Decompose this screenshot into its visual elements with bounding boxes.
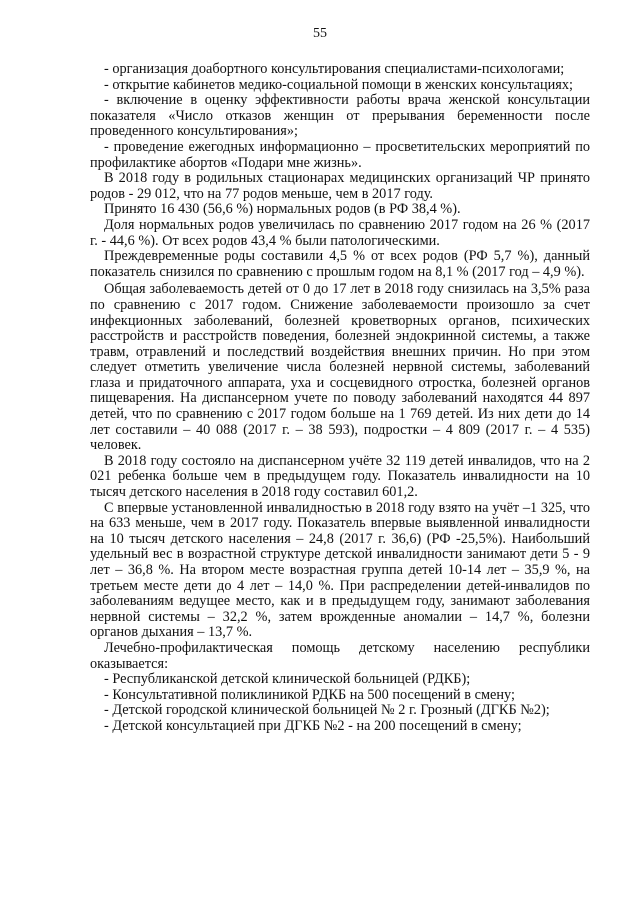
document-body — [90, 62, 590, 735]
paragraph-bullet-consultation: - Детской консультацией при ДГКБ №2 - на 200 посещений в смену; — [104, 717, 522, 734]
page-number: 55 — [313, 26, 327, 41]
paragraph-new-disability: С впервые установленной инвалидностью в 2018 году взято на учёт –1 325, что на 633 меньше, чем в 2017 году. Показатель впервые выявленной инвалидности на 10 тысяч детского населения – 24,8 (2017 г. 36,6) (РФ -25,5%). Наибольший удельный вес в возрастной структуре детской инвалидности занимают дети 5 - 9 лет – 36,8 %. На втором месте возрастная группа детей 10-14 лет – 35,9 %, на третьем месте дети до 4 лет – 14,0 %. При распределении детей-инвалидов по заболеваниям ведущее место, как и в предыдущем году, занимают заболевания нервной системы – 32,2 %, затем врожденные аномалии – 14,7 %, болезни органов дыхания – 13,7 %. — [90, 499, 590, 641]
paragraph-bullet-consulting: - организация доабортного консультирования специалистами-психологами; — [104, 61, 565, 77]
paragraph-child-morbidity: Общая заболеваемость детей от 0 до 17 лет в 2018 году снизилась на 3,5% раза по сравнению с 2017 годом. Снижение заболеваемости произошло за счет инфекционных заболеваний, болезней кроветворных органов, психических расстройств и расстройств поведения, болезней эндокринной системы, а также травм, отравлений и последствий воздействия внешних причин. Но при этом следует отметить увеличение числа болезней нервной системы, заболеваний глаза и придаточного аппарата, уха и сосцевидного отростка, болезней органов пищеварения. На диспансерном учете по поводу заболеваний находятся 44 897 детей, что по сравнению с 2017 годом больше на 1 769 детей. Из них дети до 14 лет составили – 40 088 (2017 г. – 38 593), подростки – 4 809 (2017 г. – 4 535) человек. — [90, 281, 590, 454]
paragraph-normal-births-share: Доля нормальных родов увеличилась по сравнению 2017 годом на 26 % (2017 г. - 44,6 %). От всех родов 43,4 % были патологическими. — [90, 216, 590, 249]
paragraph-births-total: В 2018 году в родильных стационарах медицинских организаций ЧР принято родов - 29 012, что на 77 родов меньше, чем в 2017 году. — [90, 170, 590, 202]
paragraph-disabled-children: В 2018 году состояло на диспансерном учёте 32 119 детей инвалидов, что на 2 021 ребенка больше чем в предыдущем году. Показатель инвалидности на 10 тысяч детского населения в 2018 году составил 601,2. — [90, 452, 590, 501]
paragraph-care-intro: Лечебно-профилактическая помощь детскому населению республики оказывается: — [90, 639, 590, 672]
paragraph-bullet-efficiency: - включение в оценку эффективности работы врача женской консультации показателя «Число отказов женщин от прерывания беременности после проведенного консультирования»; — [90, 92, 590, 140]
paragraph-normal-births: Принято 16 430 (56,6 %) нормальных родов (в РФ 38,4 %). — [104, 201, 461, 218]
paragraph-bullet-events: - проведение ежегодных информационно – просветительских мероприятий по профилактике абортов «Подари мне жизнь». — [90, 138, 590, 171]
paragraph-premature-births: Преждевременные роды составили 4,5 % от всех родов (РФ 5,7 %), данный показатель снизился по сравнению с прошлым годом на 8,1 % (2017 год – 4,9 %). — [90, 248, 590, 280]
paragraph-bullet-dgkb2: - Детской городской клинической больницей № 2 г. Грозный (ДГКБ №2); — [104, 702, 550, 719]
paragraph-bullet-cabinets: - открытие кабинетов медико-социальной помощи в женских консультациях; — [104, 76, 574, 93]
paragraph-bullet-rdkb: - Республиканской детской клинической больницей (РДКБ); — [104, 671, 471, 688]
paragraph-bullet-polyclinic: - Консультативной поликлиникой РДКБ на 500 посещений в смену; — [104, 686, 515, 703]
